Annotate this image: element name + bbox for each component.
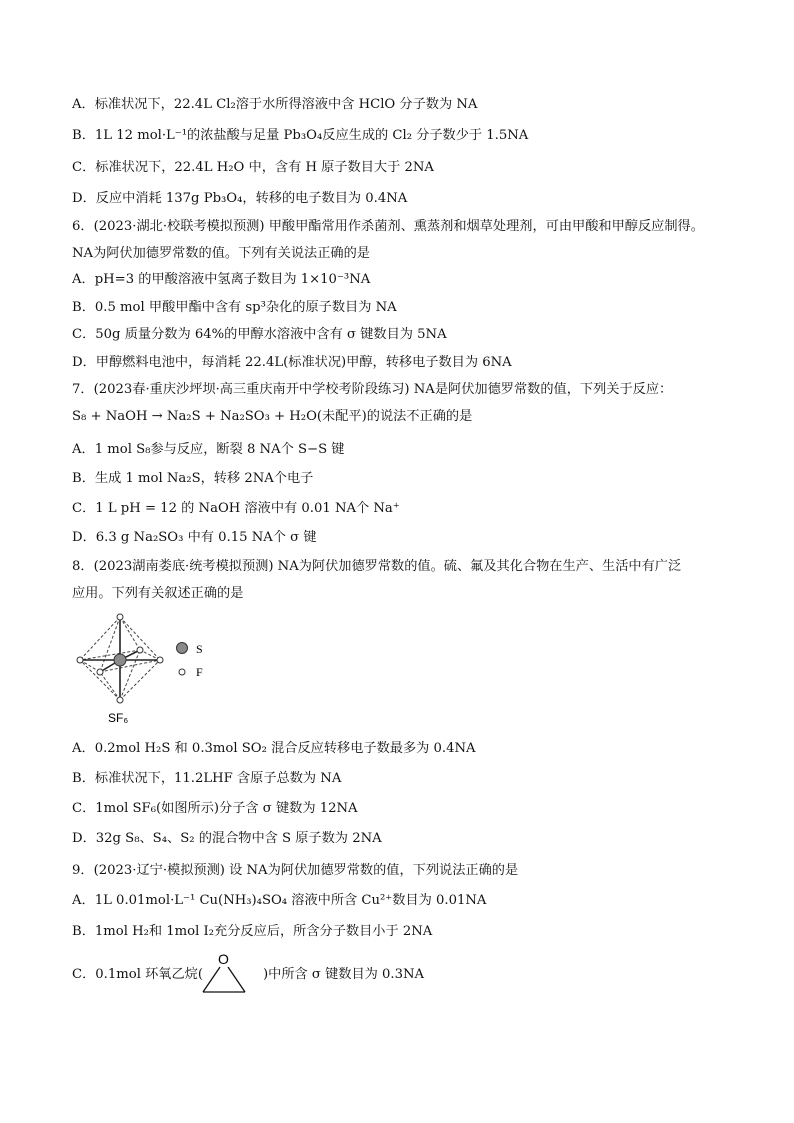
text-line: A．1 mol S₈参与反应，断裂 8 NA个 S−S 键 [72, 442, 345, 457]
text-line: C．50g 质量分数为 64%的甲醇水溶液中含有 σ 键数目为 5NA [72, 327, 447, 342]
text-line: B．标准状况下，11.2LHF 含原子总数为 NA [72, 771, 342, 786]
legend-s-label: S [196, 642, 203, 656]
text-line: 应用。下列有关叙述正确的是 [72, 586, 244, 601]
text-line: D．反应中消耗 137g Pb₃O₄，转移的电子数目为 0.4NA [72, 191, 408, 206]
legend-s-icon [177, 643, 188, 654]
option-c-after: )中所含 σ 键数目为 0.3NA [263, 967, 425, 982]
epoxide-structure [198, 950, 250, 996]
text-line: D．6.3 g Na₂SO₃ 中有 0.15 NA个 σ 键 [72, 530, 317, 545]
reaction-equation: S₈ + NaOH → Na₂S + Na₂SO₃ + H₂O(未配平)的说法不正确的是 [72, 409, 473, 424]
sf6-figure [70, 612, 220, 727]
text-line: C．1mol SF₆(如图所示)分子含 σ 键数为 12NA [72, 801, 358, 816]
text-line: C．1 L pH = 12 的 NaOH 溶液中有 0.01 NA个 Na⁺ [72, 501, 400, 516]
question-6-stem: 6．(2023·湖北·校联考模拟预测) 甲酸甲酯常用作杀菌剂、熏蒸剂和烟草处理剂，可由甲酸和甲醇反应制得。 [72, 219, 704, 234]
legend-f-icon [179, 669, 185, 675]
text-line: NA为阿伏加德罗常数的值。下列有关说法正确的是 [72, 246, 370, 261]
text-line: A．标准状况下，22.4L Cl₂溶于水所得溶液中含 HClO 分子数为 NA [72, 97, 478, 112]
oxygen-label: O [218, 951, 229, 967]
text-line: B．0.5 mol 甲酸甲酯中含有 sp³杂化的原子数目为 NA [72, 300, 397, 315]
text-line: D．甲醇燃料电池中，每消耗 22.4L(标准状况)甲醇，转移电子数目为 6NA [72, 355, 512, 370]
text-line: B．生成 1 mol Na₂S，转移 2NA个电子 [72, 471, 314, 486]
text-line: A．1L 0.01mol·L⁻¹ Cu(NH₃)₄SO₄ 溶液中所含 Cu²⁺数目为 0.01NA [72, 893, 487, 908]
text-line: A．0.2mol H₂S 和 0.3mol SO₂ 混合反应转移电子数最多为 0.4NA [72, 741, 476, 756]
legend-f-label: F [196, 665, 203, 679]
question-8-stem: 8．(2023湖南娄底·统考模拟预测) NA为阿伏加德罗常数的值。硫、氟及其化合物在生产、生活中有广泛 [72, 559, 682, 574]
question-7-stem: 7．(2023春·重庆沙坪坝·高三重庆南开中学校考阶段练习) NA是阿伏加德罗常数的值，下列关于反应： [72, 382, 673, 397]
text-line: C．标准状况下，22.4L H₂O 中，含有 H 原子数目大于 2NA [72, 160, 434, 175]
text-line: D．32g S₈、S₄、S₂ 的混合物中含 S 原子数为 2NA [72, 831, 382, 846]
text-line: B．1mol H₂和 1mol I₂充分反应后，所含分子数目小于 2NA [72, 924, 433, 939]
sulfur-atom [114, 654, 126, 666]
question-9-stem: 9．(2023·辽宁·模拟预测) 设 NA为阿伏加德罗常数的值，下列说法正确的是 [72, 863, 519, 878]
text-line: B．1L 12 mol·L⁻¹的浓盐酸与足量 Pb₃O₄反应生成的 Cl₂ 分子数少于 1.5NA [72, 128, 529, 143]
text-line: A．pH=3 的甲酸溶液中氢离子数目为 1×10⁻³NA [72, 272, 371, 287]
sf6-label: SF₆ [108, 711, 129, 725]
option-c-before: C．0.1mol 环氧乙烷( [72, 967, 203, 982]
